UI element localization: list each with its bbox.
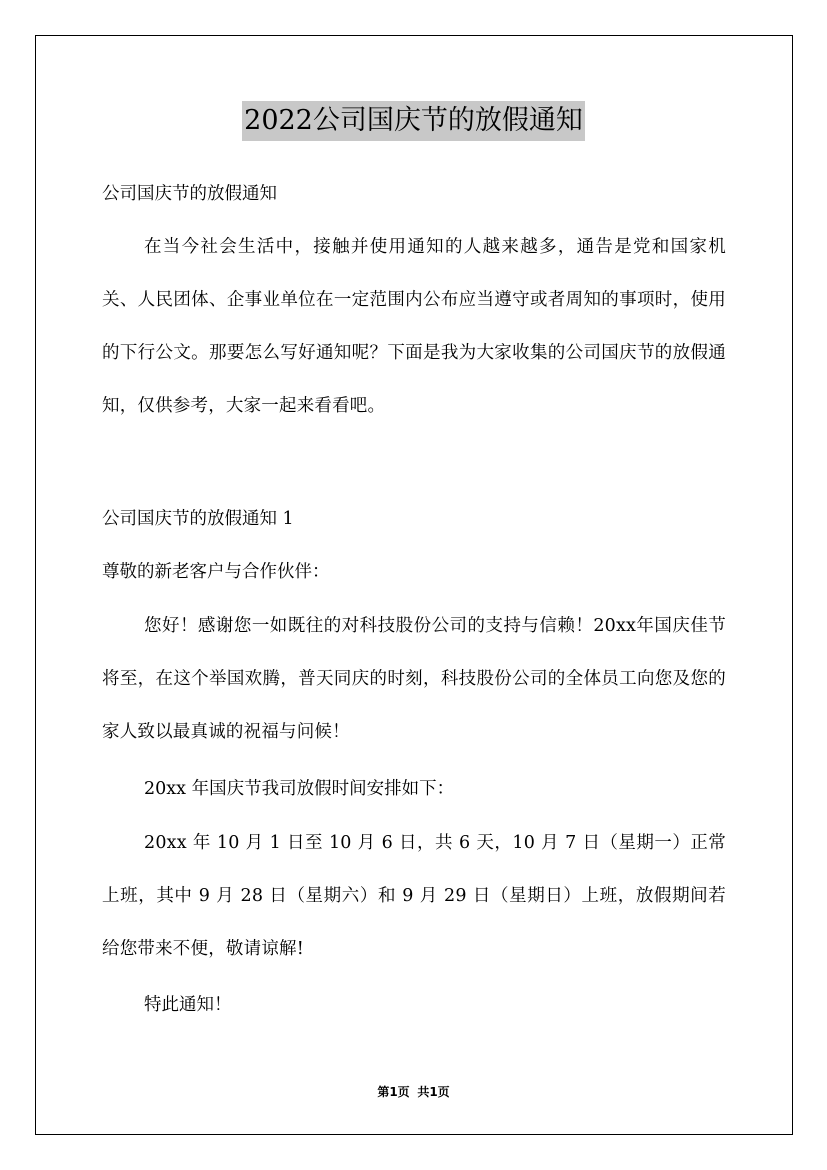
salutation: 尊敬的新老客户与合作伙伴： xyxy=(102,562,330,582)
section-title: 公司国庆节的放假通知 1 xyxy=(102,509,294,529)
page-total: 共1页 xyxy=(417,1085,450,1099)
document-title: 2022公司国庆节的放假通知 xyxy=(242,101,585,141)
intro-paragraph: 在当今社会生活中，接触并使用通知的人越来越多，通告是党和国家机关、人民团体、企事业单位在一定范围内公布应当遵守或者周知的事项时，使用的下行公文。那要怎么写好通知呢？下面是我为大家收集的公司国庆节的放假通知，仅供参考，大家一起来看看吧。 xyxy=(102,237,726,416)
page-number: 第1页 xyxy=(377,1085,410,1099)
document-subtitle: 公司国庆节的放假通知 xyxy=(102,184,277,204)
schedule-intro: 20xx 年国庆节我司放假时间安排如下： xyxy=(144,779,455,799)
greeting-paragraph: 您好！感谢您一如既往的对科技股份公司的支持与信赖！20xx年国庆佳节将至，在这个举国欢腾，普天同庆的时刻，科技股份公司的全体员工向您及您的家人致以最真诚的祝福与问候！ xyxy=(102,616,726,742)
closing-text: 特此通知！ xyxy=(144,995,232,1015)
title-container xyxy=(0,101,827,141)
page-footer xyxy=(0,1083,827,1100)
schedule-paragraph: 20xx 年 10 月 1 日至 10 月 6 日，共 6 天，10 月 7 日（星期一）正常上班，其中 9 月 28 日（星期六）和 9 月 29 日（星期日）上班，放假期间若给您带来不便，敬请谅解! xyxy=(102,833,726,959)
